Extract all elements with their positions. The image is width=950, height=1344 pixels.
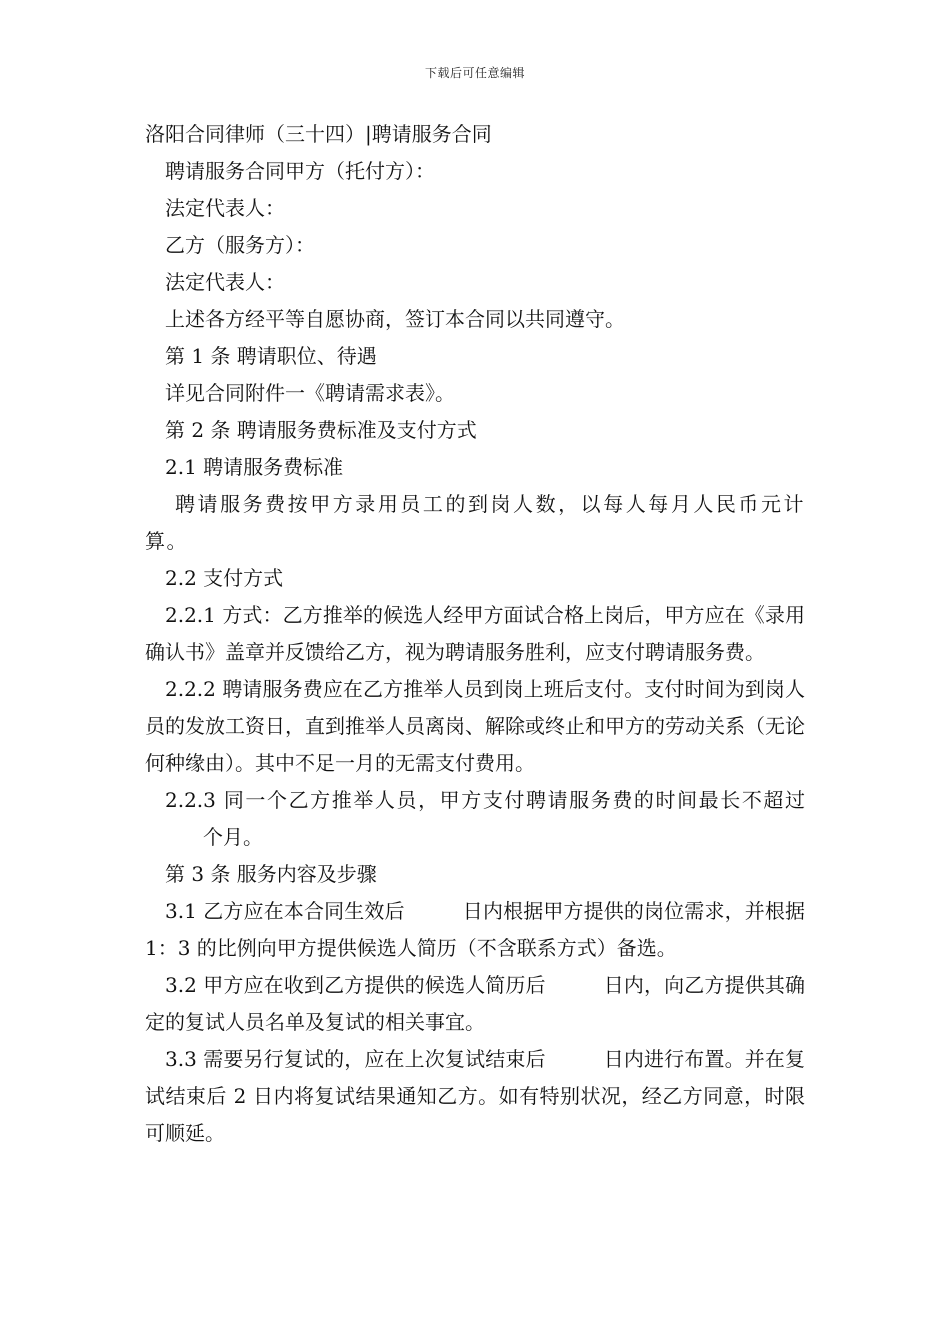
party-b-representative: 法定代表人： — [165, 270, 285, 294]
article-3-heading: 第 3 条 服务内容及步骤 — [165, 862, 377, 886]
section-2-1-text: 聘请服务费按甲方录用员工的到岗人数，以每人每月人民币元计算。 — [145, 492, 805, 553]
section-3-1-text-a: 3.1 乙方应在本合同生效后 — [165, 899, 405, 923]
section-3-1 — [145, 893, 805, 967]
section-2-2-3 — [145, 782, 805, 856]
document-body — [145, 116, 805, 1152]
article-1-text: 详见合同附件一《聘请需求表》。 — [165, 381, 455, 405]
section-2-2-3-text-a: 2.2.3 同一个乙方推举人员，甲方支付聘请服务费的时间最长不超过 — [165, 788, 805, 812]
document-title: 洛阳合同律师（三十四）|聘请服务合同 — [145, 122, 492, 146]
party-a-representative: 法定代表人： — [165, 196, 285, 220]
section-2-2-3-text-b: 个月。 — [203, 825, 263, 849]
section-3-2 — [145, 967, 805, 1041]
section-2-2-2: 2.2.2 聘请服务费应在乙方推举人员到岗上班后支付。支付时间为到岗人员的发放工资日，直到推举人员离岗、解除或终止和甲方的劳动关系（无论何种缘由）。其中不足一月的无需支付费用。 — [145, 677, 805, 775]
section-3-2-text-b: 日内，向乙方提供其确定的复试人员名单及复试的相关事宜。 — [145, 973, 805, 1034]
party-a-line: 聘请服务合同甲方（托付方）： — [165, 159, 435, 183]
section-2-2-1: 2.2.1 方式：乙方推举的候选人经甲方面试合格上岗后，甲方应在《录用确认书》盖章并反馈给乙方，视为聘请服务胜利，应支付聘请服务费。 — [145, 603, 805, 664]
article-1-heading: 第 1 条 聘请职位、待遇 — [165, 344, 377, 368]
section-3-3-text-a: 3.3 需要另行复试的，应在上次复试结束后 — [165, 1047, 546, 1071]
preamble: 上述各方经平等自愿协商，签订本合同以共同遵守。 — [165, 307, 625, 331]
section-3-1-text-b: 日内根据甲方提供的岗位需求，并根据 1：3 的比例向甲方提供候选人简历（不含联系方式）备选。 — [145, 899, 805, 960]
section-2-2-heading: 2.2 支付方式 — [165, 566, 284, 590]
section-3-3-text-b: 日内进行布置。并在复试结束后 2 日内将复试结果通知乙方。如有特别状况，经乙方同意，时限可顺延。 — [145, 1047, 805, 1145]
section-3-2-text-a: 3.2 甲方应在收到乙方提供的候选人简历后 — [165, 973, 546, 997]
page-header-note: 下载后可任意编辑 — [424, 66, 525, 80]
party-b-line: 乙方（服务方）： — [165, 233, 315, 257]
article-2-heading: 第 2 条 聘请服务费标准及支付方式 — [165, 418, 477, 442]
section-2-1-heading: 2.1 聘请服务费标准 — [165, 455, 344, 479]
section-3-3 — [145, 1041, 805, 1152]
